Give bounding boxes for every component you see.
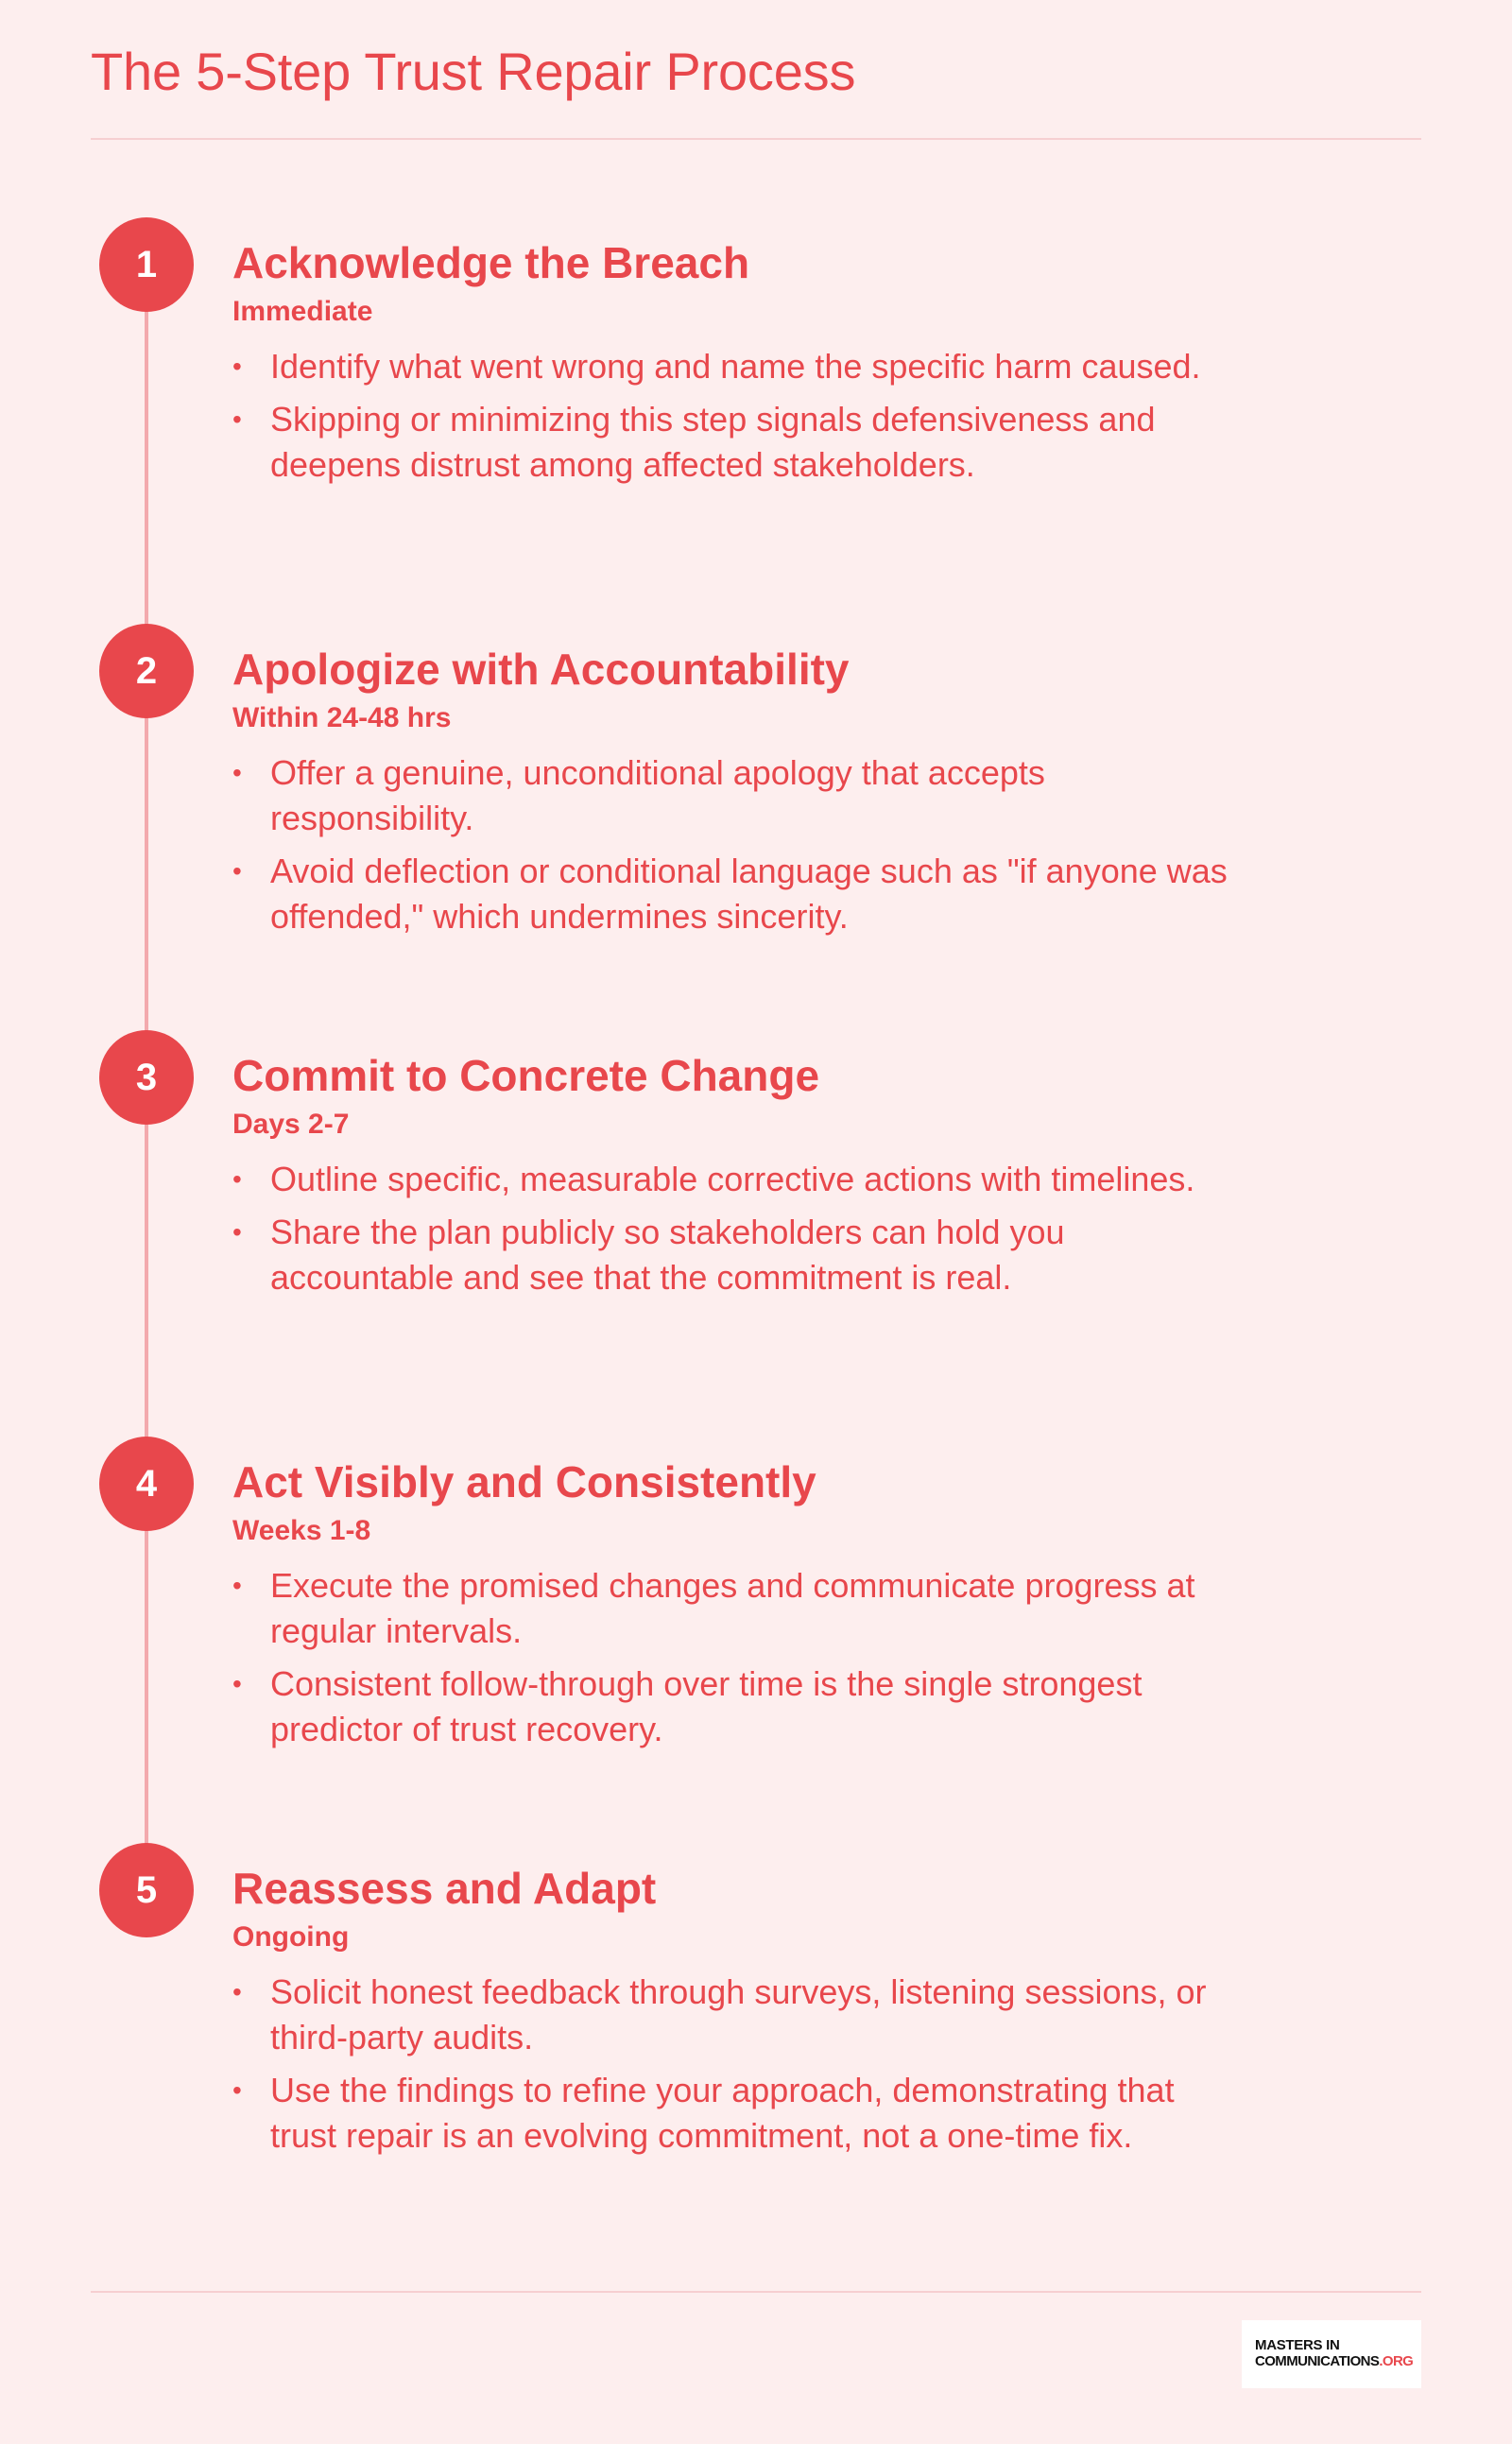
bullet-text: Share the plan publicly so stakeholders can hold you accountable and see that the commitment is real.: [270, 1213, 1065, 1297]
step-bullet-list: [232, 1970, 1234, 2166]
bullet-text: Use the findings to refine your approach, demonstrating that trust repair is an evolving commitment, not a one-time fix.: [270, 2071, 1175, 2155]
step-title: Acknowledge the Breach: [232, 238, 750, 287]
bullet-dot-icon: •: [232, 1571, 242, 1600]
bullet-text: Outline specific, measurable corrective actions with timelines.: [270, 1160, 1195, 1198]
bullet-text: Offer a genuine, unconditional apology that accepts responsibility.: [270, 753, 1045, 837]
logo-wordmark: COMMUNICATIONS: [1255, 2353, 1380, 2369]
bullet-dot-icon: •: [232, 758, 242, 787]
bullet-item: [232, 1563, 1234, 1654]
step-timing: Days 2-7: [232, 1109, 350, 1140]
step-number-badge: 3: [99, 1030, 194, 1125]
bullet-text: Consistent follow-through over time is the single strongest predictor of trust recovery.: [270, 1664, 1143, 1748]
step-timing: Weeks 1-8: [232, 1515, 371, 1546]
bullet-text: Avoid deflection or conditional language such as "if anyone was offended," which undermines sincerity.: [270, 852, 1228, 936]
bullet-dot-icon: •: [232, 1164, 242, 1194]
bullet-dot-icon: •: [232, 352, 242, 381]
step-title: Act Visibly and Consistently: [232, 1457, 816, 1506]
bullet-text: Skipping or minimizing this step signals defensiveness and deepens distrust among affected stakeholders.: [270, 400, 1156, 484]
top-divider: [91, 138, 1421, 140]
bullet-item: [232, 344, 1234, 389]
bottom-divider: [91, 2291, 1421, 2293]
step-number-badge: 1: [99, 217, 194, 312]
step-title: Commit to Concrete Change: [232, 1051, 820, 1100]
bullet-item: [232, 1661, 1234, 1752]
bullet-item: [232, 397, 1234, 488]
bullet-dot-icon: •: [232, 1977, 242, 2006]
bullet-dot-icon: •: [232, 1669, 242, 1698]
step-number-badge: 2: [99, 624, 194, 718]
step-bullet-list: [232, 344, 1234, 495]
step-bullet-list: [232, 1157, 1234, 1308]
bullet-item: [232, 1970, 1234, 2060]
bullet-item: [232, 750, 1234, 841]
bullet-item: [232, 849, 1234, 939]
bullet-dot-icon: •: [232, 856, 242, 886]
step-timing: Ongoing: [232, 1921, 350, 1953]
logo-line-1: MASTERS IN: [1255, 2337, 1340, 2353]
step-timing: Within 24-48 hrs: [232, 702, 452, 733]
page-title: The 5-Step Trust Repair Process: [91, 42, 856, 101]
step-title: Apologize with Accountability: [232, 645, 850, 694]
logo-suffix: .ORG: [1379, 2353, 1414, 2369]
bullet-text: Solicit honest feedback through surveys, listening sessions, or third-party audits.: [270, 1972, 1207, 2057]
step-bullet-list: [232, 750, 1234, 947]
step-title: Reassess and Adapt: [232, 1864, 657, 1913]
bullet-item: [232, 1210, 1234, 1300]
bullet-text: Identify what went wrong and name the specific harm caused.: [270, 347, 1201, 386]
step-number-badge: 4: [99, 1437, 194, 1531]
logo-line-2: [1255, 2353, 1421, 2369]
bullet-dot-icon: •: [232, 2075, 242, 2105]
bullet-dot-icon: •: [232, 1217, 242, 1247]
bullet-text: Execute the promised changes and communicate progress at regular intervals.: [270, 1566, 1195, 1650]
bullet-item: [232, 2068, 1234, 2159]
step-timing: Immediate: [232, 296, 373, 327]
step-number-badge: 5: [99, 1843, 194, 1937]
bullet-item: [232, 1157, 1234, 1202]
brand-logo: [1242, 2320, 1421, 2388]
step-bullet-list: [232, 1563, 1234, 1760]
bullet-dot-icon: •: [232, 404, 242, 434]
